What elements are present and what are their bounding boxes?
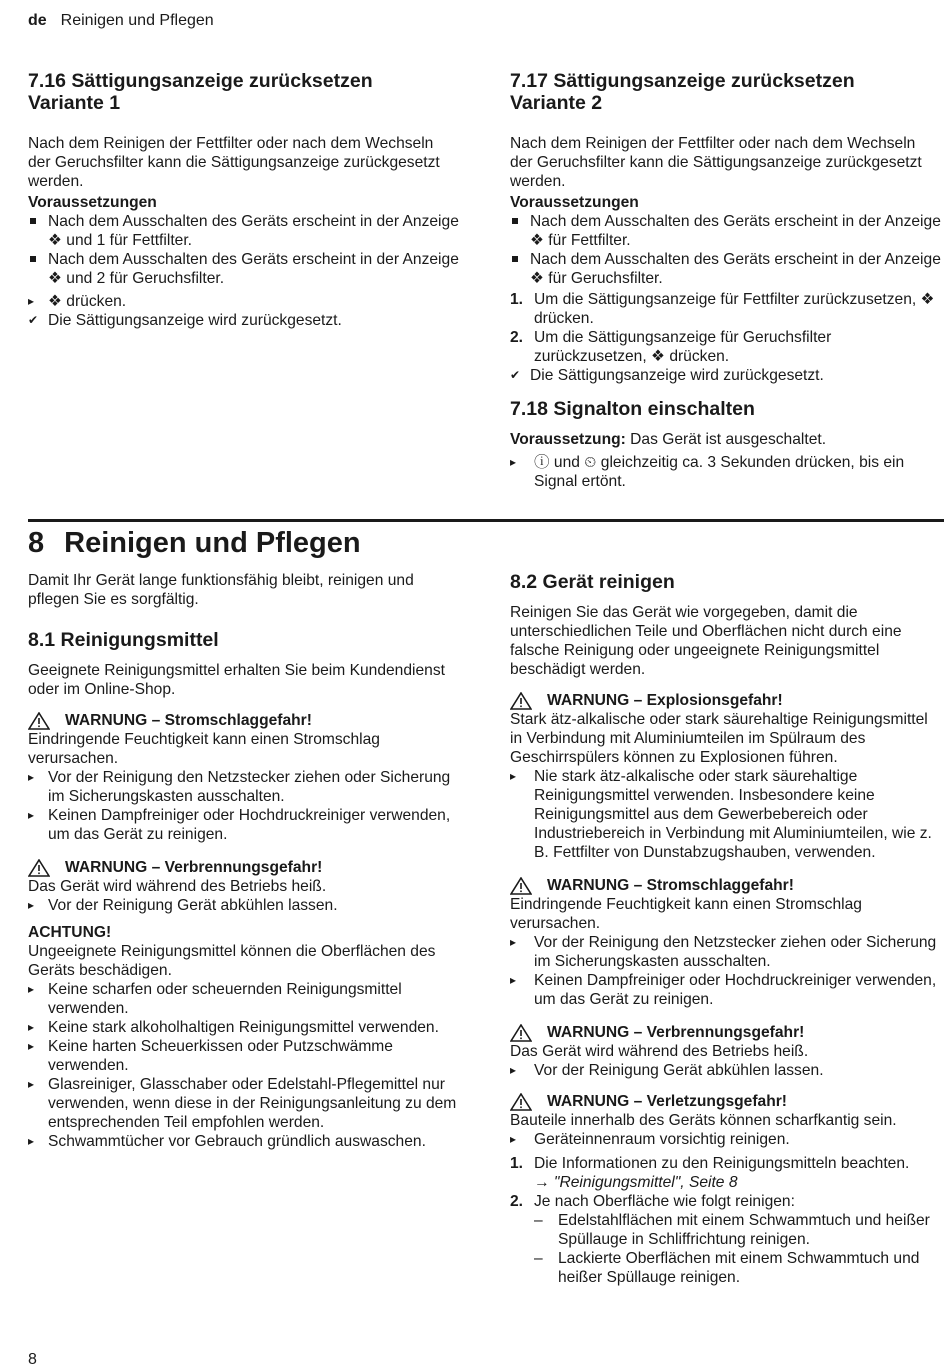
result-item: ✔ Die Sättigungsanzeige wird zurückgesetzt. xyxy=(28,311,460,330)
warning-triangle-icon xyxy=(510,1024,532,1042)
numbered-step: 1. Die Informationen zu den Reinigungsmitteln beachten. xyxy=(510,1155,910,1172)
numbered-step: 2. Je nach Oberfläche wie folgt reinigen: xyxy=(510,1193,795,1210)
page-number: 8 xyxy=(28,1351,37,1368)
warning-triangle-icon xyxy=(28,859,50,877)
warning-text: Bauteile innerhalb des Geräts können scharfkantig sein. xyxy=(510,1112,897,1129)
prerequisites-heading: Voraussetzungen xyxy=(28,194,157,211)
notice-text: Ungeeignete Reinigungsmittel können die Oberflächen des Geräts beschädigen. xyxy=(28,943,436,979)
section-7-16 xyxy=(28,70,460,330)
warning-triangle-icon xyxy=(510,877,532,895)
section-7-18 xyxy=(510,398,942,491)
warning-heading: WARNUNG – Verbrennungsgefahr! xyxy=(510,1023,942,1042)
section-7-17-intro: Nach dem Reinigen der Fettfilter oder nach dem Wechseln der Geruchsfilter kann die Sättigungsanzeige zurückgesetzt werden. xyxy=(510,135,922,190)
warning-text: Das Gerät wird während des Betriebs heiß. xyxy=(28,878,327,895)
running-header xyxy=(28,11,214,30)
warning-triangle-icon xyxy=(510,692,532,710)
list-item: Nach dem Ausschalten des Geräts erscheint in der Anzeige ❖ für Geruchsfilter. xyxy=(510,250,942,288)
action-step: ▸ Geräteinnenraum vorsichtig reinigen. xyxy=(510,1130,942,1149)
list-item: Nach dem Ausschalten des Geräts erscheint in der Anzeige ❖ für Fettfilter. xyxy=(510,212,942,250)
section-7-17-title: 7.17 Sättigungsanzeige zurücksetzen Variante 2 xyxy=(510,70,855,114)
chapter-divider xyxy=(28,519,944,522)
section-8-1-intro: Geeignete Reinigungsmittel erhalten Sie beim Kundendienst oder im Online-Shop. xyxy=(28,662,445,698)
warning-text: Stark ätz-alkalische oder stark säurehaltige Reinigungsmittel in Verbindung mit Aluminiumteilen im Spülraum des Geschirrspülers können zu Explosionen führen. xyxy=(510,711,928,766)
action-step: ▸ Keinen Dampfreiniger oder Hochdruckreiniger verwenden, um das Gerät zu reinigen. xyxy=(510,971,942,1009)
warning-heading: WARNUNG – Stromschlaggefahr! xyxy=(510,876,942,895)
action-step: ▸ Schwammtücher vor Gebrauch gründlich auswaschen. xyxy=(28,1132,460,1151)
header-title: Reinigen und Pflegen xyxy=(60,12,214,29)
sub-list-item: – Edelstahlflächen mit einem Schwammtuch und heißer Spüllauge in Schliffrichtung reinigen. xyxy=(510,1211,942,1249)
section-8-1-title: 8.1 Reinigungsmittel xyxy=(28,629,219,651)
numbered-step: 1. Um die Sättigungsanzeige für Fettfilter zurückzusetzen, ❖ drücken. xyxy=(510,291,935,327)
chapter-title: 8 Reinigen und Pflegen xyxy=(28,527,361,559)
warning-heading: WARNUNG – Verletzungsgefahr! xyxy=(510,1092,942,1111)
action-step: ▸ Vor der Reinigung den Netzstecker ziehen oder Sicherung im Sicherungskasten ausschalten. xyxy=(510,933,942,971)
warning-triangle-icon xyxy=(28,712,50,730)
cross-reference-link[interactable]: → "Reinigungsmittel", Seite 8 xyxy=(534,1174,738,1191)
warning-text: Eindringende Feuchtigkeit kann einen Stromschlag verursachen. xyxy=(510,896,862,932)
notice-heading: ACHTUNG! xyxy=(28,924,112,941)
list-item: Nach dem Ausschalten des Geräts erscheint in der Anzeige ❖ und 2 für Geruchsfilter. xyxy=(28,250,460,288)
warning-text: Eindringende Feuchtigkeit kann einen Stromschlag verursachen. xyxy=(28,731,380,767)
action-step: ▸ Vor der Reinigung Gerät abkühlen lassen. xyxy=(28,896,460,915)
warning-heading: WARNUNG – Explosionsgefahr! xyxy=(510,691,942,710)
prerequisite-line: Voraussetzung: Das Gerät ist ausgeschaltet. xyxy=(510,431,827,448)
list-item: Nach dem Ausschalten des Geräts erscheint in der Anzeige ❖ und 1 für Fettfilter. xyxy=(28,212,460,250)
action-step: ▸ Keinen Dampfreiniger oder Hochdruckreiniger verwenden, um das Gerät zu reinigen. xyxy=(28,806,460,844)
numbered-step: 2. Um die Sättigungsanzeige für Geruchsfilter zurückzusetzen, ❖ drücken. xyxy=(510,329,832,365)
sub-list-item: – Lackierte Oberflächen mit einem Schwammtuch und heißer Spüllauge reinigen. xyxy=(510,1249,942,1287)
action-step: ▸ ❖ drücken. xyxy=(28,292,460,311)
action-step: ▸ Keine scharfen oder scheuernden Reinigungsmittel verwenden. xyxy=(28,980,460,1018)
section-8-2 xyxy=(510,571,942,1287)
warning-triangle-icon xyxy=(510,1093,532,1111)
action-step: ▸ Glasreiniger, Glasschaber oder Edelstahl-Pflegemittel nur verwenden, wenn diese in der Reinigungsanleitung zu dem entsprechenden Teil empfohlen werden. xyxy=(28,1075,460,1132)
action-step: ▸ Vor der Reinigung Gerät abkühlen lassen. xyxy=(510,1061,942,1080)
section-7-16-intro: Nach dem Reinigen der Fettfilter oder nach dem Wechseln der Geruchsfilter kann die Sättigungsanzeige zurückgesetzt werden. xyxy=(28,135,440,190)
result-item: ✔ Die Sättigungsanzeige wird zurückgesetzt. xyxy=(510,366,942,385)
action-step: ▸ ⓘ und ⏲ gleichzeitig ca. 3 Sekunden drücken, bis ein Signal ertönt. xyxy=(510,453,942,491)
prerequisites-heading: Voraussetzungen xyxy=(510,194,639,211)
action-step: ▸ Keine stark alkoholhaltigen Reinigungsmittel verwenden. xyxy=(28,1018,460,1037)
chapter-intro: Damit Ihr Gerät lange funktionsfähig bleibt, reinigen und pflegen Sie es sorgfältig. xyxy=(28,572,414,608)
section-8-2-intro: Reinigen Sie das Gerät wie vorgegeben, damit die unterschiedlichen Teile und Oberflächen nicht durch eine falsche Reinigung oder ungeeignete Reinigungsmittel beschädigt werden. xyxy=(510,604,902,678)
warning-text: Das Gerät wird während des Betriebs heiß. xyxy=(510,1043,809,1060)
section-7-16-title: 7.16 Sättigungsanzeige zurücksetzen Variante 1 xyxy=(28,70,373,114)
chapter-8-left xyxy=(28,571,460,1151)
language-code: de xyxy=(28,12,47,29)
action-step: ▸ Keine harten Scheuerkissen oder Putzschwämme verwenden. xyxy=(28,1037,460,1075)
action-step: ▸ Nie stark ätz-alkalische oder stark säurehaltige Reinigungsmittel verwenden. Insbesondere keine Reinigungsmittel aus dem Gewerbebereich oder Industriebereich in Verbindung mit Aluminiumteilen, wie z. B. Fettfilter von Dunstabzugshauben, verwenden. xyxy=(510,767,942,862)
warning-heading: WARNUNG – Stromschlaggefahr! xyxy=(28,711,460,730)
action-step: ▸ Vor der Reinigung den Netzstecker ziehen oder Sicherung im Sicherungskasten ausschalten. xyxy=(28,768,460,806)
section-7-17 xyxy=(510,70,942,385)
warning-heading: WARNUNG – Verbrennungsgefahr! xyxy=(28,858,460,877)
section-8-2-title: 8.2 Gerät reinigen xyxy=(510,571,675,593)
section-7-18-title: 7.18 Signalton einschalten xyxy=(510,398,755,420)
